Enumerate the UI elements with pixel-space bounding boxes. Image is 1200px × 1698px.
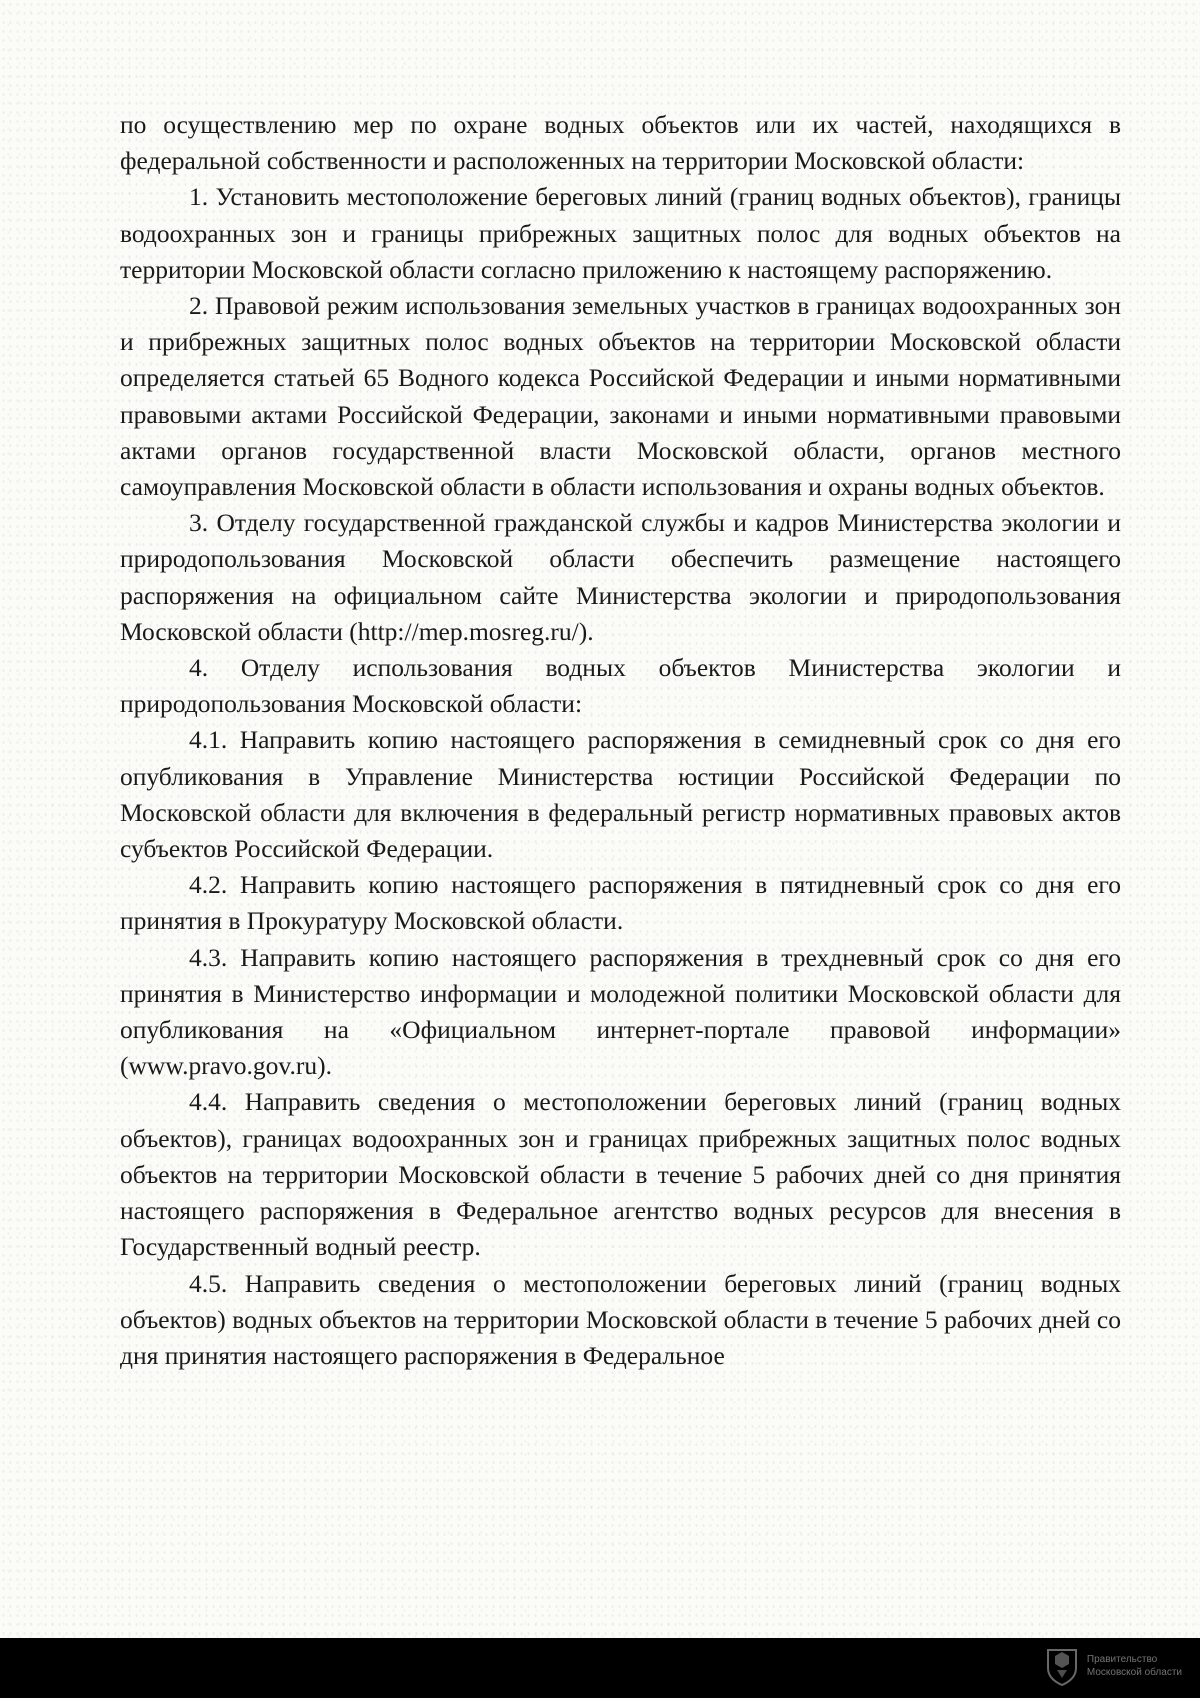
document-body [120,107,1121,1374]
paragraph-item-4-4: 4.4. Направить сведения о местоположении береговых линий (границ водных объектов), границах водоохранных зон и границах прибрежных защитных полос водных объектов на территории Московской области в течение 5 рабочих дней со дня принятия настоящего распоряжения в Федеральное агентство водных ресурсов для внесения в Государственный водный реестр. [120,1087,1121,1262]
paragraph-item-4: 4. Отделу использования водных объектов Министерства экологии и природопользования Московской области: [120,653,1121,719]
government-watermark [1045,1646,1182,1686]
paragraph-item-4-5: 4.5. Направить сведения о местоположении береговых линий (границ водных объектов) водных объектов на территории Московской области в течение 5 рабочих дней со дня принятия настоящего распоряжения в Федеральное [120,1268,1121,1370]
footer-bar [0,1638,1200,1698]
paragraph-item-3: 3. Отделу государственной гражданской службы и кадров Министерства экологии и природопользования Московской области обеспечить размещение настоящего распоряжения на официальном сайте Министерства экологии и природопользования Московской области (http://mep.mosreg.ru/). [120,508,1121,646]
watermark-line-2: Московской области [1086,1667,1182,1678]
coat-of-arms-icon [1045,1646,1079,1686]
watermark-line-1: Правительство [1086,1654,1158,1665]
paragraph-item-4-1: 4.1. Направить копию настоящего распоряжения в семидневный срок со дня его опубликования в Управление Министерства юстиции Российской Федерации по Московской области для включения в федеральный регистр нормативных правовых актов субъектов Российской Федерации. [120,725,1121,864]
paragraph-item-2: 2. Правовой режим использования земельных участков в границах водоохранных зон и прибрежных защитных полос водных объектов на территории Московской области определяется статьей 65 Водного кодекса Российской Федерации и иными нормативными правовыми актами Российской Федерации, законами и иными нормативными правовыми актами органов государственной власти Московской области, органов местного самоуправления Московской области в области использования и охраны водных объектов. [120,291,1121,502]
paragraph-item-1: 1. Установить местоположение береговых линий (границ водных объектов), границы водоохранных зон и границы прибрежных защитных полос для водных объектов на территории Московской области согласно приложению к настоящему распоряжению. [120,182,1121,284]
paragraph-item-4-2: 4.2. Направить копию настоящего распоряжения в пятидневный срок со дня его принятия в Прокуратуру Московской области. [120,870,1121,936]
paragraph-intro: по осуществлению мер по охране водных объектов или их частей, находящихся в федеральной собственности и расположенных на территории Московской области: [120,110,1121,176]
paragraph-item-4-3: 4.3. Направить копию настоящего распоряжения в трехдневный срок со дня его принятия в Министерство информации и молодежной политики Московской области для опубликования на «Официальном интернет-портале правовой информации» (www.pravo.gov.ru). [120,942,1121,1081]
